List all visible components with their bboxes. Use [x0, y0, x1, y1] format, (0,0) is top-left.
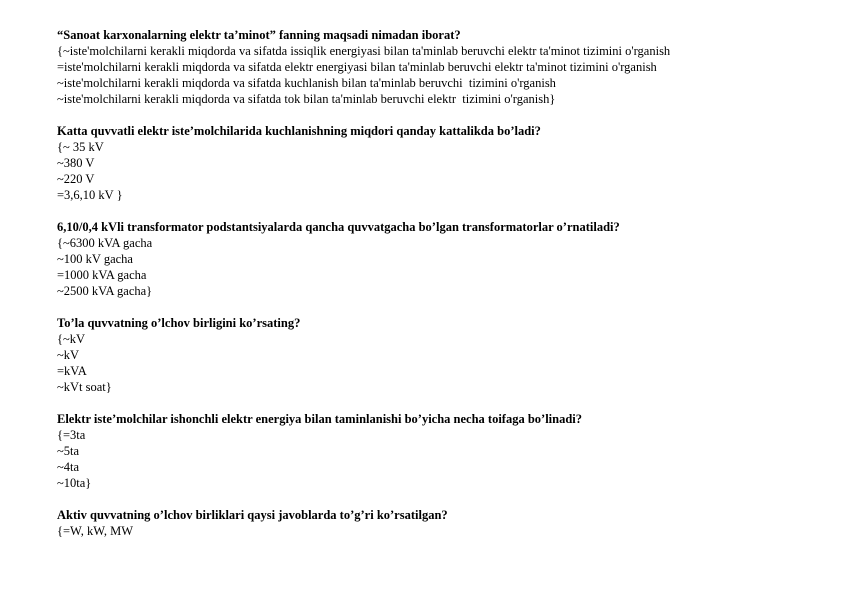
answer-option: ~5ta — [57, 444, 80, 458]
document-page — [57, 27, 827, 555]
question-text: Katta quvvatli elektr iste’molchilarida kuchlanishning miqdori qanday kattalikda bo’ladi? — [57, 124, 541, 138]
answer-option: ~2500 kVA gacha} — [57, 284, 153, 298]
answer-option: {~iste'molchilarni kerakli miqdorda va sifatda issiqlik energiyasi bilan ta'minlab beruvchi elektr ta'minot tizimini o'rganish — [57, 44, 671, 58]
answer-option: ~4ta — [57, 460, 80, 474]
answer-option: =kVA — [57, 364, 87, 378]
answer-option: =1000 kVA gacha — [57, 268, 147, 282]
question-text: Elektr iste’molchilar ishonchli elektr energiya bilan taminlanishi bo’yicha necha toifaga bo’linadi? — [57, 412, 583, 426]
answer-option: ~220 V — [57, 172, 95, 186]
question-block-4 — [57, 315, 827, 395]
answer-option: ~380 V — [57, 156, 95, 170]
question-block-5 — [57, 411, 827, 491]
answer-option: {~6300 kVA gacha — [57, 236, 153, 250]
answer-option: ~kVt soat} — [57, 380, 112, 394]
answer-option: {~ 35 kV — [57, 140, 104, 154]
question-text: “Sanoat karxonalarning elektr ta’minot” fanning maqsadi nimadan iborat? — [57, 28, 461, 42]
question-block-2 — [57, 123, 827, 203]
question-block-1 — [57, 27, 827, 107]
answer-option: ~100 kV gacha — [57, 252, 133, 266]
answer-option: ~iste'molchilarni kerakli miqdorda va sifatda tok bilan ta'minlab beruvchi elektr tizimini o'rganish} — [57, 92, 556, 106]
answer-option: ~10ta} — [57, 476, 92, 490]
question-block-6 — [57, 507, 827, 539]
question-text: To’la quvvatning o’lchov birligini ko’rsating? — [57, 316, 301, 330]
question-text: Aktiv quvvatning o’lchov birliklari qaysi javoblarda to’g’ri ko’rsatilgan? — [57, 508, 448, 522]
answer-option: ~kV — [57, 348, 80, 362]
question-text: 6,10/0,4 kVli transformator podstantsiyalarda qancha quvvatgacha bo’lgan transformatorlar o’rnatiladi? — [57, 220, 620, 234]
answer-option: {=3ta — [57, 428, 86, 442]
answer-option: =3,6,10 kV } — [57, 188, 123, 202]
answer-option: {~kV — [57, 332, 86, 346]
answer-option: ~iste'molchilarni kerakli miqdorda va sifatda kuchlanish bilan ta'minlab beruvchi tizimini o'rganish — [57, 76, 556, 90]
answer-option: {=W, kW, MW — [57, 524, 134, 538]
question-block-3 — [57, 219, 827, 299]
answer-option: =iste'molchilarni kerakli miqdorda va sifatda elektr energiyasi bilan ta'minlab beruvchi elektr ta'minot tizimini o'rganish — [57, 60, 657, 74]
